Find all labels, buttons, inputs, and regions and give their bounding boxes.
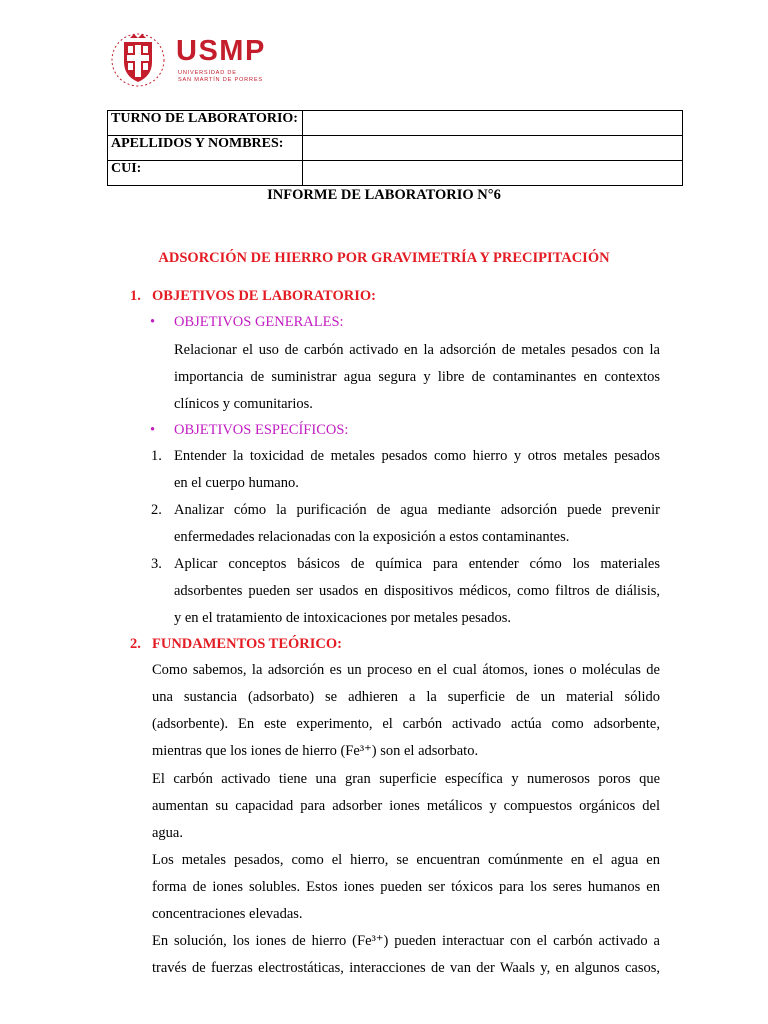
list-item-line: Analizar cómo la purificación de agua mediante adsorción puede prevenir xyxy=(174,502,660,518)
usmp-logo xyxy=(106,32,276,88)
list-item-line: enfermedades relacionadas con la exposición a estos contaminantes. xyxy=(174,529,570,545)
paragraph-line: En solución, los iones de hierro (Fe³⁺) pueden interactuar con el carbón activado a xyxy=(152,933,660,949)
logo-subtitle-line-2: SAN MARTÍN DE PORRES xyxy=(178,77,263,83)
list-item-number: 3. xyxy=(151,556,162,572)
table-value xyxy=(303,136,683,161)
paragraph-line: agua. xyxy=(152,825,183,841)
general-objectives-line: importancia de suministrar agua segura y libre de contaminantes en contextos xyxy=(174,369,660,385)
paragraph-line: Los metales pesados, como el hierro, se encuentran comúnmente en el agua en xyxy=(152,852,660,868)
table-value xyxy=(303,161,683,186)
paragraph-line: una sustancia (adsorbato) se adhieren a la superficie de un material sólido xyxy=(152,689,660,705)
specific-objectives-heading: OBJETIVOS ESPECÍFICOS: xyxy=(174,422,349,438)
paragraph-line: forma de iones solubles. Estos iones pueden ser tóxicos para los seres humanos en xyxy=(152,879,660,895)
list-item-line: en el cuerpo humano. xyxy=(174,475,299,491)
general-objectives-line: Relacionar el uso de carbón activado en la adsorción de metales pesados con la xyxy=(174,342,660,358)
list-item-line: adsorbentes pueden ser usados en dispositivos médicos, como filtros de diálisis, xyxy=(174,583,660,599)
paragraph-line: Como sabemos, la adsorción es un proceso en el cual átomos, iones o moléculas de xyxy=(152,662,660,678)
table-value xyxy=(303,111,683,136)
section-2-number: 2. xyxy=(130,636,141,652)
table-label: APELLIDOS Y NOMBRES: xyxy=(108,136,303,161)
list-item-number: 1. xyxy=(151,448,162,464)
table-row xyxy=(108,161,683,186)
student-info-table xyxy=(107,110,683,186)
general-objectives-heading: OBJETIVOS GENERALES: xyxy=(174,314,344,330)
table-label: TURNO DE LABORATORIO: xyxy=(108,111,303,136)
bullet-icon: • xyxy=(150,422,156,438)
table-label: CUI: xyxy=(108,161,303,186)
paragraph-line: aumentan su capacidad para adsorber iones metálicos y compuestos orgánicos del xyxy=(152,798,660,814)
list-item-line: y en el tratamiento de intoxicaciones por metales pesados. xyxy=(174,610,512,626)
list-item-number: 2. xyxy=(151,502,162,518)
section-1-heading: OBJETIVOS DE LABORATORIO: xyxy=(152,288,376,304)
section-2-heading: FUNDAMENTOS TEÓRICO: xyxy=(152,636,343,652)
general-objectives-line: clínicos y comunitarios. xyxy=(174,396,313,412)
table-row xyxy=(108,136,683,161)
paragraph-line: través de fuerzas electrostáticas, interacciones de van der Waals y, en algunos casos, xyxy=(152,960,660,976)
logo-subtitle xyxy=(178,70,263,84)
section-1-number: 1. xyxy=(130,288,141,304)
logo-subtitle-line-1: UNIVERSIDAD DE xyxy=(178,70,237,76)
list-item-line: Aplicar conceptos básicos de química para entender cómo los materiales xyxy=(174,556,660,572)
paragraph-line: mientras que los iones de hierro (Fe³⁺) son el adsorbato. xyxy=(152,743,479,759)
paragraph-line: El carbón activado tiene una gran superficie específica y numerosos poros que xyxy=(152,771,660,787)
bullet-icon: • xyxy=(150,314,156,330)
paragraph-line: (adsorbente). En este experimento, el carbón activado actúa como adsorbente, xyxy=(152,716,660,732)
paragraph-line: concentraciones elevadas. xyxy=(152,906,303,922)
logo-wordmark: USMP xyxy=(176,35,266,67)
main-title: ADSORCIÓN DE HIERRO POR GRAVIMETRÍA Y PRECIPITACIÓN xyxy=(158,250,610,266)
list-item-line: Entender la toxicidad de metales pesados como hierro y otros metales pesados xyxy=(174,448,660,464)
table-row xyxy=(108,111,683,136)
report-title: INFORME DE LABORATORIO N°6 xyxy=(267,187,501,203)
usmp-seal-icon xyxy=(106,32,170,88)
